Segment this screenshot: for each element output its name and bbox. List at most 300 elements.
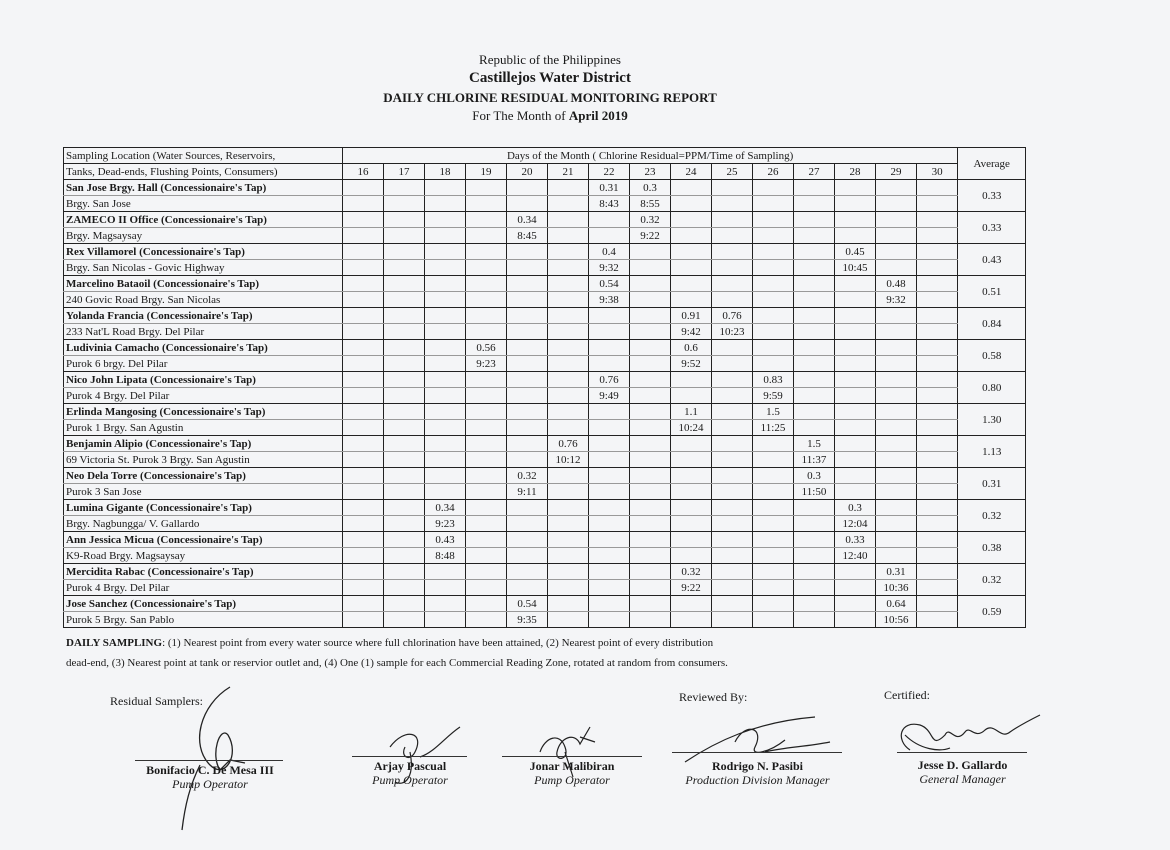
reading-time	[343, 580, 384, 596]
reading-ppm	[753, 212, 794, 228]
reading-ppm	[343, 372, 384, 388]
reading-time	[466, 484, 507, 500]
reading-time	[466, 196, 507, 212]
reading-time	[671, 292, 712, 308]
reading-time	[835, 292, 876, 308]
table-row-sub	[64, 548, 1026, 564]
row-average: 0.33	[958, 180, 1026, 212]
reading-time	[425, 196, 466, 212]
reading-time	[835, 196, 876, 212]
reading-time	[712, 580, 753, 596]
reading-ppm	[835, 564, 876, 580]
reading-ppm	[548, 596, 589, 612]
reading-ppm	[876, 244, 917, 260]
reading-ppm	[466, 212, 507, 228]
reading-ppm	[507, 564, 548, 580]
table-row-sub	[64, 612, 1026, 628]
reading-time	[425, 260, 466, 276]
reading-time	[384, 420, 425, 436]
location-name: Jose Sanchez (Concessionaire's Tap)	[64, 596, 343, 612]
reading-ppm	[425, 340, 466, 356]
reading-ppm	[384, 308, 425, 324]
table-row	[64, 500, 1026, 516]
reading-time	[384, 388, 425, 404]
reading-ppm	[753, 276, 794, 292]
reading-ppm: 0.33	[835, 532, 876, 548]
reading-ppm	[753, 532, 794, 548]
reading-time	[466, 452, 507, 468]
reading-time	[384, 228, 425, 244]
reading-time	[466, 580, 507, 596]
reading-time: 9:49	[589, 388, 630, 404]
reading-time	[507, 516, 548, 532]
reading-time: 9:35	[507, 612, 548, 628]
table-row-sub	[64, 484, 1026, 500]
reading-time	[589, 484, 630, 500]
reading-time	[507, 324, 548, 340]
location-name: Yolanda Francia (Concessionaire's Tap)	[64, 308, 343, 324]
table-row-sub	[64, 388, 1026, 404]
reading-ppm	[384, 180, 425, 196]
reading-ppm	[917, 180, 958, 196]
reading-time	[343, 612, 384, 628]
location-address: Brgy. Nagbungga/ V. Gallardo	[64, 516, 343, 532]
reading-time	[343, 516, 384, 532]
reading-time	[630, 452, 671, 468]
reading-ppm	[876, 180, 917, 196]
reading-time: 9:11	[507, 484, 548, 500]
day-header: 29	[876, 164, 917, 180]
row-average: 0.59	[958, 596, 1026, 628]
day-header: 25	[712, 164, 753, 180]
reading-ppm	[507, 308, 548, 324]
reading-ppm	[589, 404, 630, 420]
reading-time	[425, 484, 466, 500]
reviewed-label: Reviewed By:	[679, 690, 748, 704]
reading-time	[589, 356, 630, 372]
reading-ppm	[835, 308, 876, 324]
reading-time	[548, 196, 589, 212]
reading-time	[712, 388, 753, 404]
reading-ppm	[835, 372, 876, 388]
row-average: 0.31	[958, 468, 1026, 500]
table-row-sub	[64, 420, 1026, 436]
reading-time: 8:55	[630, 196, 671, 212]
reading-time: 8:45	[507, 228, 548, 244]
reading-ppm	[917, 244, 958, 260]
reading-time	[671, 260, 712, 276]
reading-time	[466, 324, 507, 340]
reading-ppm	[753, 244, 794, 260]
reading-ppm: 0.76	[712, 308, 753, 324]
signature-line-4	[672, 752, 842, 753]
report-month	[0, 108, 1100, 124]
reading-ppm	[425, 468, 466, 484]
reading-ppm	[835, 468, 876, 484]
reading-time	[835, 324, 876, 340]
reading-time	[589, 516, 630, 532]
reading-time	[917, 484, 958, 500]
location-name: ZAMECO II Office (Concessionaire's Tap)	[64, 212, 343, 228]
reading-ppm: 0.48	[876, 276, 917, 292]
reading-ppm	[630, 340, 671, 356]
reading-time	[917, 388, 958, 404]
reading-time	[835, 580, 876, 596]
reading-time	[671, 388, 712, 404]
reading-time: 11:50	[794, 484, 835, 500]
reading-time	[425, 324, 466, 340]
reading-ppm	[794, 340, 835, 356]
reading-ppm	[753, 308, 794, 324]
reading-time	[876, 260, 917, 276]
table-row-sub	[64, 228, 1026, 244]
reading-ppm	[630, 244, 671, 260]
reading-time: 12:04	[835, 516, 876, 532]
reading-time	[630, 580, 671, 596]
reading-ppm	[425, 212, 466, 228]
reading-ppm	[794, 244, 835, 260]
reading-ppm	[876, 308, 917, 324]
reading-time	[548, 260, 589, 276]
reading-time	[343, 260, 384, 276]
notes-line-2: dead-end, (3) Nearest point at tank or reservior outlet and, (4) One (1) sample for each Commercial Reading Zone, rotated at random from consumers.	[66, 657, 728, 669]
day-header: 17	[384, 164, 425, 180]
reading-ppm	[917, 596, 958, 612]
reading-ppm	[384, 276, 425, 292]
reading-ppm	[425, 372, 466, 388]
month-prefix: For The Month of	[472, 108, 566, 123]
location-address: Brgy. Magsaysay	[64, 228, 343, 244]
reading-time	[343, 356, 384, 372]
location-address: K9-Road Brgy. Magsaysay	[64, 548, 343, 564]
reading-ppm	[794, 404, 835, 420]
reading-ppm	[835, 340, 876, 356]
reading-time	[917, 228, 958, 244]
reading-ppm	[425, 596, 466, 612]
reading-time	[466, 548, 507, 564]
reading-ppm	[343, 500, 384, 516]
table-row	[64, 372, 1026, 388]
reading-time: 8:48	[425, 548, 466, 564]
reading-ppm: 0.34	[425, 500, 466, 516]
reading-time: 11:37	[794, 452, 835, 468]
reading-time: 10:12	[548, 452, 589, 468]
reading-ppm	[671, 596, 712, 612]
reading-time	[712, 228, 753, 244]
reading-time	[630, 420, 671, 436]
reading-ppm	[425, 564, 466, 580]
table-row	[64, 596, 1026, 612]
signatory-1-title: Pump Operator	[172, 777, 248, 791]
reading-time	[630, 612, 671, 628]
reading-ppm: 0.34	[507, 212, 548, 228]
reading-ppm	[466, 372, 507, 388]
table-row-sub	[64, 196, 1026, 212]
location-address: Purok 6 brgy. Del Pilar	[64, 356, 343, 372]
reading-ppm: 0.32	[630, 212, 671, 228]
reading-ppm: 0.54	[507, 596, 548, 612]
reading-time	[384, 196, 425, 212]
reading-ppm	[835, 212, 876, 228]
reading-ppm	[671, 212, 712, 228]
reading-time	[589, 452, 630, 468]
signatory-1	[120, 763, 300, 791]
reading-ppm	[835, 596, 876, 612]
signatory-3-name: Jonar Malibiran	[529, 759, 615, 773]
reading-time	[507, 420, 548, 436]
reading-time	[917, 324, 958, 340]
reading-ppm	[753, 340, 794, 356]
days-header: Days of the Month ( Chlorine Residual=PPM/Time of Sampling)	[343, 148, 958, 164]
reading-ppm	[671, 372, 712, 388]
reading-time	[794, 548, 835, 564]
reading-time	[548, 420, 589, 436]
reading-time: 10:36	[876, 580, 917, 596]
signatory-5	[895, 758, 1030, 786]
reading-time	[835, 420, 876, 436]
reading-time	[589, 548, 630, 564]
reading-time	[343, 292, 384, 308]
reading-time	[671, 548, 712, 564]
reading-ppm	[548, 276, 589, 292]
row-average: 0.38	[958, 532, 1026, 564]
reading-ppm: 0.31	[876, 564, 917, 580]
table-row	[64, 308, 1026, 324]
reading-time	[384, 452, 425, 468]
signatory-5-name: Jesse D. Gallardo	[917, 758, 1008, 772]
reading-ppm	[384, 468, 425, 484]
reading-time	[384, 260, 425, 276]
reading-time	[712, 356, 753, 372]
row-average: 0.80	[958, 372, 1026, 404]
reading-ppm	[548, 404, 589, 420]
location-name: Lumina Gigante (Concessionaire's Tap)	[64, 500, 343, 516]
reading-ppm: 0.3	[630, 180, 671, 196]
reading-ppm: 0.3	[835, 500, 876, 516]
reading-time	[794, 580, 835, 596]
reading-ppm	[466, 500, 507, 516]
reading-ppm	[876, 372, 917, 388]
reading-ppm: 0.76	[589, 372, 630, 388]
reading-ppm	[917, 532, 958, 548]
reading-ppm	[425, 244, 466, 260]
reading-ppm: 0.31	[589, 180, 630, 196]
reading-time	[384, 356, 425, 372]
reading-ppm	[425, 308, 466, 324]
reading-time: 9:23	[466, 356, 507, 372]
reading-ppm	[794, 596, 835, 612]
reading-ppm	[712, 212, 753, 228]
samplers-label: Residual Samplers:	[110, 694, 203, 708]
reading-ppm: 0.6	[671, 340, 712, 356]
reading-ppm	[671, 244, 712, 260]
reading-ppm	[630, 564, 671, 580]
signature-scribble-5	[890, 710, 1050, 765]
certified-label: Certified:	[884, 688, 930, 702]
location-header-1: Sampling Location (Water Sources, Reservoirs,	[64, 148, 343, 164]
reading-ppm: 0.76	[548, 436, 589, 452]
reading-time	[753, 292, 794, 308]
notes-line-1	[66, 633, 966, 653]
reading-ppm	[794, 212, 835, 228]
reading-time	[589, 228, 630, 244]
reading-time	[343, 484, 384, 500]
report-title: DAILY CHLORINE RESIDUAL MONITORING REPORT	[383, 90, 717, 105]
reading-time	[425, 356, 466, 372]
reading-ppm	[548, 340, 589, 356]
reading-ppm	[384, 244, 425, 260]
reading-ppm	[384, 404, 425, 420]
reading-time	[876, 356, 917, 372]
reading-time	[466, 516, 507, 532]
reading-time	[630, 388, 671, 404]
row-average: 0.33	[958, 212, 1026, 244]
reading-ppm	[712, 596, 753, 612]
reading-time	[917, 196, 958, 212]
reading-time	[384, 516, 425, 532]
reading-time	[384, 324, 425, 340]
reading-time	[384, 580, 425, 596]
reading-time	[753, 356, 794, 372]
reading-time: 12:40	[835, 548, 876, 564]
reading-time	[917, 580, 958, 596]
table-row-sub	[64, 452, 1026, 468]
reading-time	[794, 260, 835, 276]
reading-time	[343, 196, 384, 212]
reading-time	[466, 292, 507, 308]
reading-time	[753, 228, 794, 244]
reading-ppm	[917, 564, 958, 580]
location-address: Purok 3 San Jose	[64, 484, 343, 500]
reading-time	[753, 452, 794, 468]
reading-time	[548, 228, 589, 244]
reading-time	[507, 388, 548, 404]
reading-ppm	[753, 436, 794, 452]
location-name: Mercidita Rabac (Concessionaire's Tap)	[64, 564, 343, 580]
reading-ppm	[466, 596, 507, 612]
reading-ppm	[794, 180, 835, 196]
reading-ppm	[466, 276, 507, 292]
reading-ppm	[712, 564, 753, 580]
day-header: 16	[343, 164, 384, 180]
row-average: 0.32	[958, 564, 1026, 596]
table-row	[64, 532, 1026, 548]
reading-time	[712, 484, 753, 500]
reading-ppm	[876, 340, 917, 356]
reading-ppm	[753, 500, 794, 516]
reading-ppm	[794, 372, 835, 388]
reading-time	[794, 612, 835, 628]
reading-ppm	[507, 500, 548, 516]
location-address: Purok 4 Brgy. Del Pilar	[64, 580, 343, 596]
location-name: Rex Villamorel (Concessionaire's Tap)	[64, 244, 343, 260]
reading-time	[384, 484, 425, 500]
reading-ppm	[343, 212, 384, 228]
reading-time	[384, 292, 425, 308]
reading-ppm	[876, 404, 917, 420]
reading-time	[876, 516, 917, 532]
reading-time	[835, 612, 876, 628]
day-header: 22	[589, 164, 630, 180]
reading-ppm	[548, 532, 589, 548]
reading-time	[794, 292, 835, 308]
location-name: Marcelino Bataoil (Concessionaire's Tap)	[64, 276, 343, 292]
reading-ppm	[712, 180, 753, 196]
reading-ppm	[917, 468, 958, 484]
day-header: 27	[794, 164, 835, 180]
row-average: 1.13	[958, 436, 1026, 468]
reading-ppm	[917, 372, 958, 388]
reading-ppm: 0.83	[753, 372, 794, 388]
district-name: Castillejos Water District	[469, 70, 631, 86]
location-address: Purok 1 Brgy. San Agustin	[64, 420, 343, 436]
reading-time: 10:45	[835, 260, 876, 276]
location-address: Purok 5 Brgy. San Pablo	[64, 612, 343, 628]
table-row-sub	[64, 260, 1026, 276]
reading-ppm	[507, 180, 548, 196]
reading-ppm	[343, 340, 384, 356]
reading-ppm	[384, 436, 425, 452]
reading-time	[753, 260, 794, 276]
reading-ppm: 0.45	[835, 244, 876, 260]
reading-time	[425, 420, 466, 436]
reading-ppm	[548, 564, 589, 580]
day-header: 21	[548, 164, 589, 180]
reading-time	[630, 292, 671, 308]
reading-ppm	[589, 212, 630, 228]
reading-ppm	[589, 532, 630, 548]
row-average: 0.51	[958, 276, 1026, 308]
reading-ppm: 0.56	[466, 340, 507, 356]
location-name: San Jose Brgy. Hall (Concessionaire's Tap)	[64, 180, 343, 196]
reading-ppm	[671, 532, 712, 548]
reading-time	[425, 388, 466, 404]
day-header: 30	[917, 164, 958, 180]
signatory-4	[665, 759, 850, 787]
reading-time	[548, 292, 589, 308]
reading-time	[343, 388, 384, 404]
location-address: Brgy. San Nicolas - Govic Highway	[64, 260, 343, 276]
reading-ppm	[343, 596, 384, 612]
reading-ppm	[630, 308, 671, 324]
reading-time	[507, 260, 548, 276]
table-row-sub	[64, 356, 1026, 372]
reading-time: 11:25	[753, 420, 794, 436]
reading-ppm: 0.32	[507, 468, 548, 484]
reading-time	[917, 452, 958, 468]
reading-time	[671, 612, 712, 628]
reading-time	[466, 388, 507, 404]
reading-ppm	[712, 436, 753, 452]
reading-time	[425, 228, 466, 244]
reading-ppm: 1.5	[794, 436, 835, 452]
reading-time	[794, 388, 835, 404]
table-row	[64, 468, 1026, 484]
table-row	[64, 436, 1026, 452]
location-address: 233 Nat'L Road Brgy. Del Pilar	[64, 324, 343, 340]
row-average: 0.43	[958, 244, 1026, 276]
signatory-4-name: Rodrigo N. Pasibi	[711, 759, 803, 773]
table-row	[64, 340, 1026, 356]
reading-ppm	[466, 244, 507, 260]
reading-time	[343, 548, 384, 564]
sampling-notes	[66, 633, 966, 673]
reading-time	[507, 580, 548, 596]
reading-ppm	[794, 276, 835, 292]
reading-time	[835, 388, 876, 404]
location-name: Benjamin Alipio (Concessionaire's Tap)	[64, 436, 343, 452]
reading-time	[835, 356, 876, 372]
